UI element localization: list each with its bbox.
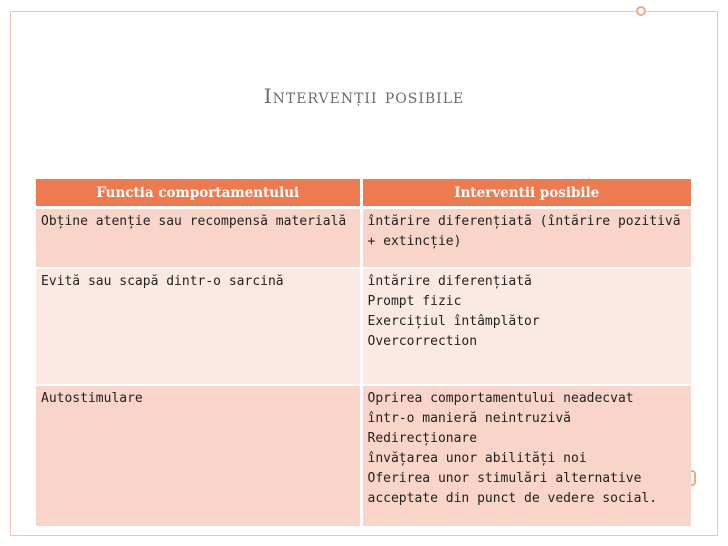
interventions-cell: întărire diferențiată Prompt fizic Exercițiul întâmplător Overcorrection bbox=[361, 268, 691, 385]
table-header-row bbox=[36, 179, 691, 208]
table-row bbox=[36, 385, 691, 527]
header-function: Functia comportamentului bbox=[36, 179, 361, 208]
slide-title: Intervenții posibile bbox=[263, 84, 465, 108]
interventions-table bbox=[36, 179, 691, 528]
header-interventions: Interventii posibile bbox=[361, 179, 691, 208]
interventions-cell: Oprirea comportamentului neadecvat într-o manieră neintruzivă Redirecționare învățarea unor abilități noi Oferirea unor stimulări alternative acceptate din punct de vedere social. bbox=[361, 385, 691, 527]
decorative-circle-top bbox=[636, 6, 646, 16]
table-row bbox=[36, 208, 691, 269]
function-cell: Obține atenție sau recompensă materială bbox=[36, 208, 361, 269]
table-row bbox=[36, 268, 691, 385]
interventions-cell: întărire diferențiată (întărire pozitivă + extincție) bbox=[361, 208, 691, 269]
function-cell: Autostimulare bbox=[36, 385, 361, 527]
function-cell: Evită sau scapă dintr-o sarcină bbox=[36, 268, 361, 385]
